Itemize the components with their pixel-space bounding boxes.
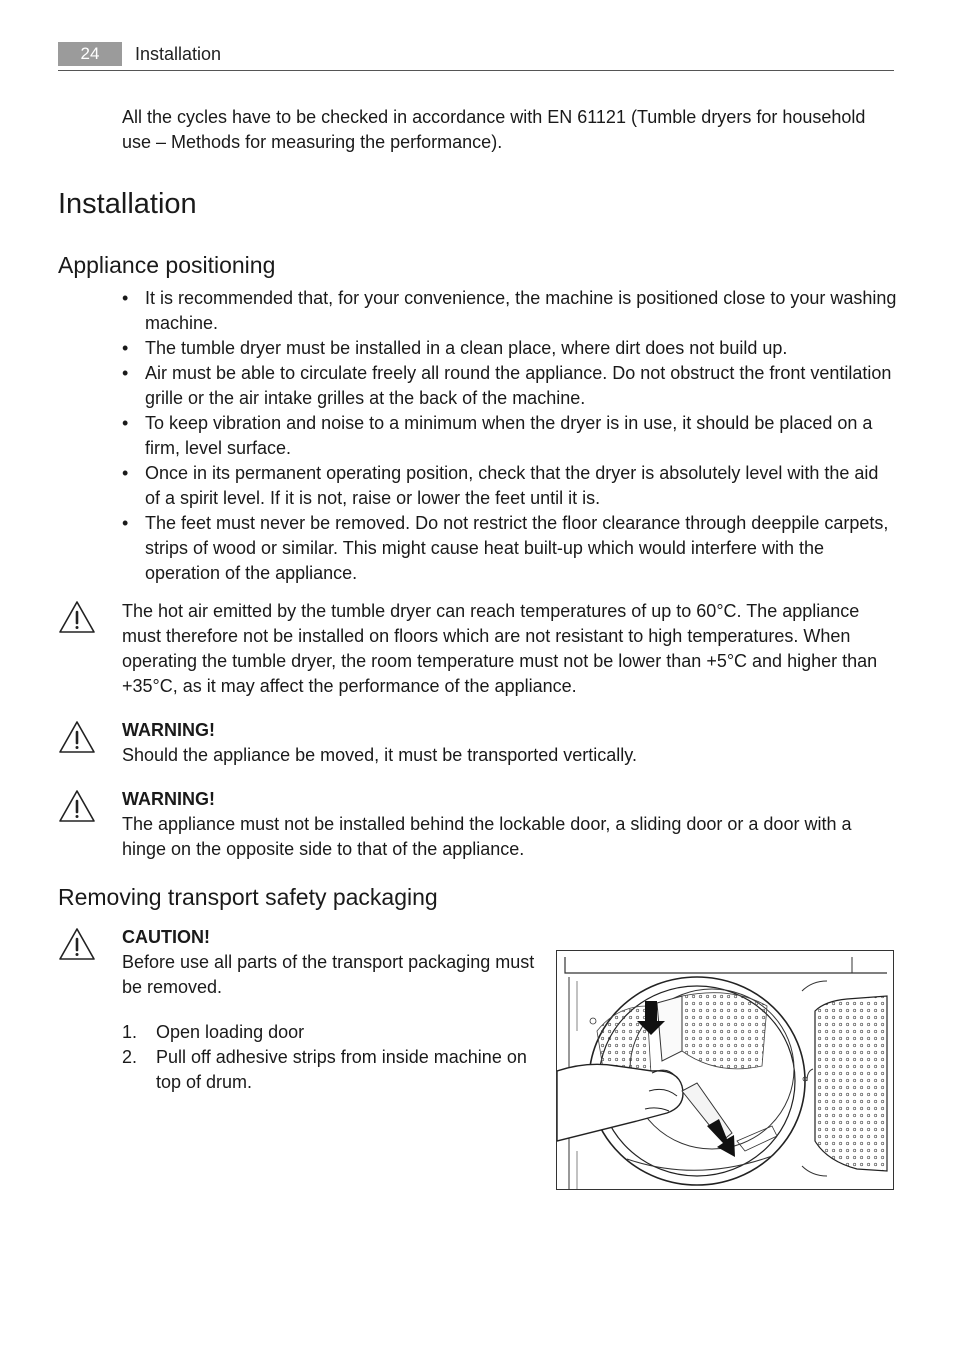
bullet-icon: •	[122, 463, 129, 483]
section-heading-removing: Removing transport safety packaging	[58, 884, 438, 910]
warning-title: WARNING!	[122, 789, 215, 809]
bullet-text: It is recommended that, for your convenience, the machine is positioned close to your washing machine.	[145, 288, 897, 333]
caution-block	[122, 925, 542, 1095]
list-item	[122, 1045, 542, 1095]
bullet-icon: •	[122, 288, 129, 308]
bullet-icon: •	[122, 338, 129, 358]
warning-triangle-icon	[58, 927, 96, 961]
list-item	[122, 361, 898, 411]
bullet-icon: •	[122, 413, 129, 433]
bullet-text: Once in its permanent operating position, check that the dryer is absolutely level with the aid of a spirit level. If it is not, raise or lower the feet until it is.	[145, 463, 879, 508]
section-heading-positioning: Appliance positioning	[58, 252, 276, 278]
dryer-illustration	[556, 950, 894, 1190]
step-text: Pull off adhesive strips from inside machine on top of drum.	[156, 1047, 527, 1092]
header-section-label: Installation	[135, 44, 222, 64]
positioning-bullet-list	[122, 286, 898, 586]
bullet-text: To keep vibration and noise to a minimum when the dryer is in use, it should be placed on a firm, level surface.	[145, 413, 873, 458]
warning-note-transport	[122, 718, 898, 768]
warning-triangle-icon	[58, 600, 96, 634]
list-item	[122, 511, 898, 586]
caution-text: Before use all parts of the transport packaging must be removed.	[122, 952, 535, 997]
list-item	[122, 461, 898, 511]
list-item	[122, 1020, 542, 1045]
steps-list	[122, 1020, 542, 1095]
list-item	[122, 286, 898, 336]
list-item	[122, 336, 898, 361]
dryer-drum-drawing	[557, 951, 894, 1190]
step-number: 1.	[122, 1022, 138, 1042]
temperature-note: The hot air emitted by the tumble dryer can reach temperatures of up to 60°C. The appliance must therefore not be installed on floors which are not resistant to high temperatures. When operating the tumble dryer, the room temperature must not be lower than +5°C and higher than +35°C, as it may affect the performance of the appliance.	[122, 601, 878, 696]
warning-triangle-icon	[58, 789, 96, 823]
page-header	[58, 40, 894, 71]
intro-paragraph: All the cycles have to be checked in accordance with EN 61121 (Tumble dryers for household use – Methods for measuring the performance).	[122, 107, 866, 152]
bullet-text: Air must be able to circulate freely all round the appliance. Do not obstruct the front ventilation grille or the air intake grilles at the back of the machine.	[145, 363, 892, 408]
warning-note-door	[122, 787, 898, 862]
step-number: 2.	[122, 1047, 138, 1067]
page-number: 24	[58, 42, 122, 66]
list-item	[122, 411, 898, 461]
caution-title: CAUTION!	[122, 927, 210, 947]
warning-triangle-icon	[58, 720, 96, 754]
bullet-text: The tumble dryer must be installed in a clean place, where dirt does not build up.	[145, 338, 788, 358]
warning-text: Should the appliance be moved, it must be transported vertically.	[122, 745, 637, 765]
bullet-icon: •	[122, 513, 129, 533]
page-title: Installation	[58, 188, 197, 220]
bullet-text: The feet must never be removed. Do not restrict the floor clearance through deeppile carpets, strips of wood or similar. This might cause heat built-up which would interfere with the operation of the appliance.	[145, 513, 889, 583]
warning-text: The appliance must not be installed behind the lockable door, a sliding door or a door with a hinge on the opposite side to that of the appliance.	[122, 814, 852, 859]
warning-title: WARNING!	[122, 720, 215, 740]
bullet-icon: •	[122, 363, 129, 383]
step-text: Open loading door	[156, 1022, 305, 1042]
